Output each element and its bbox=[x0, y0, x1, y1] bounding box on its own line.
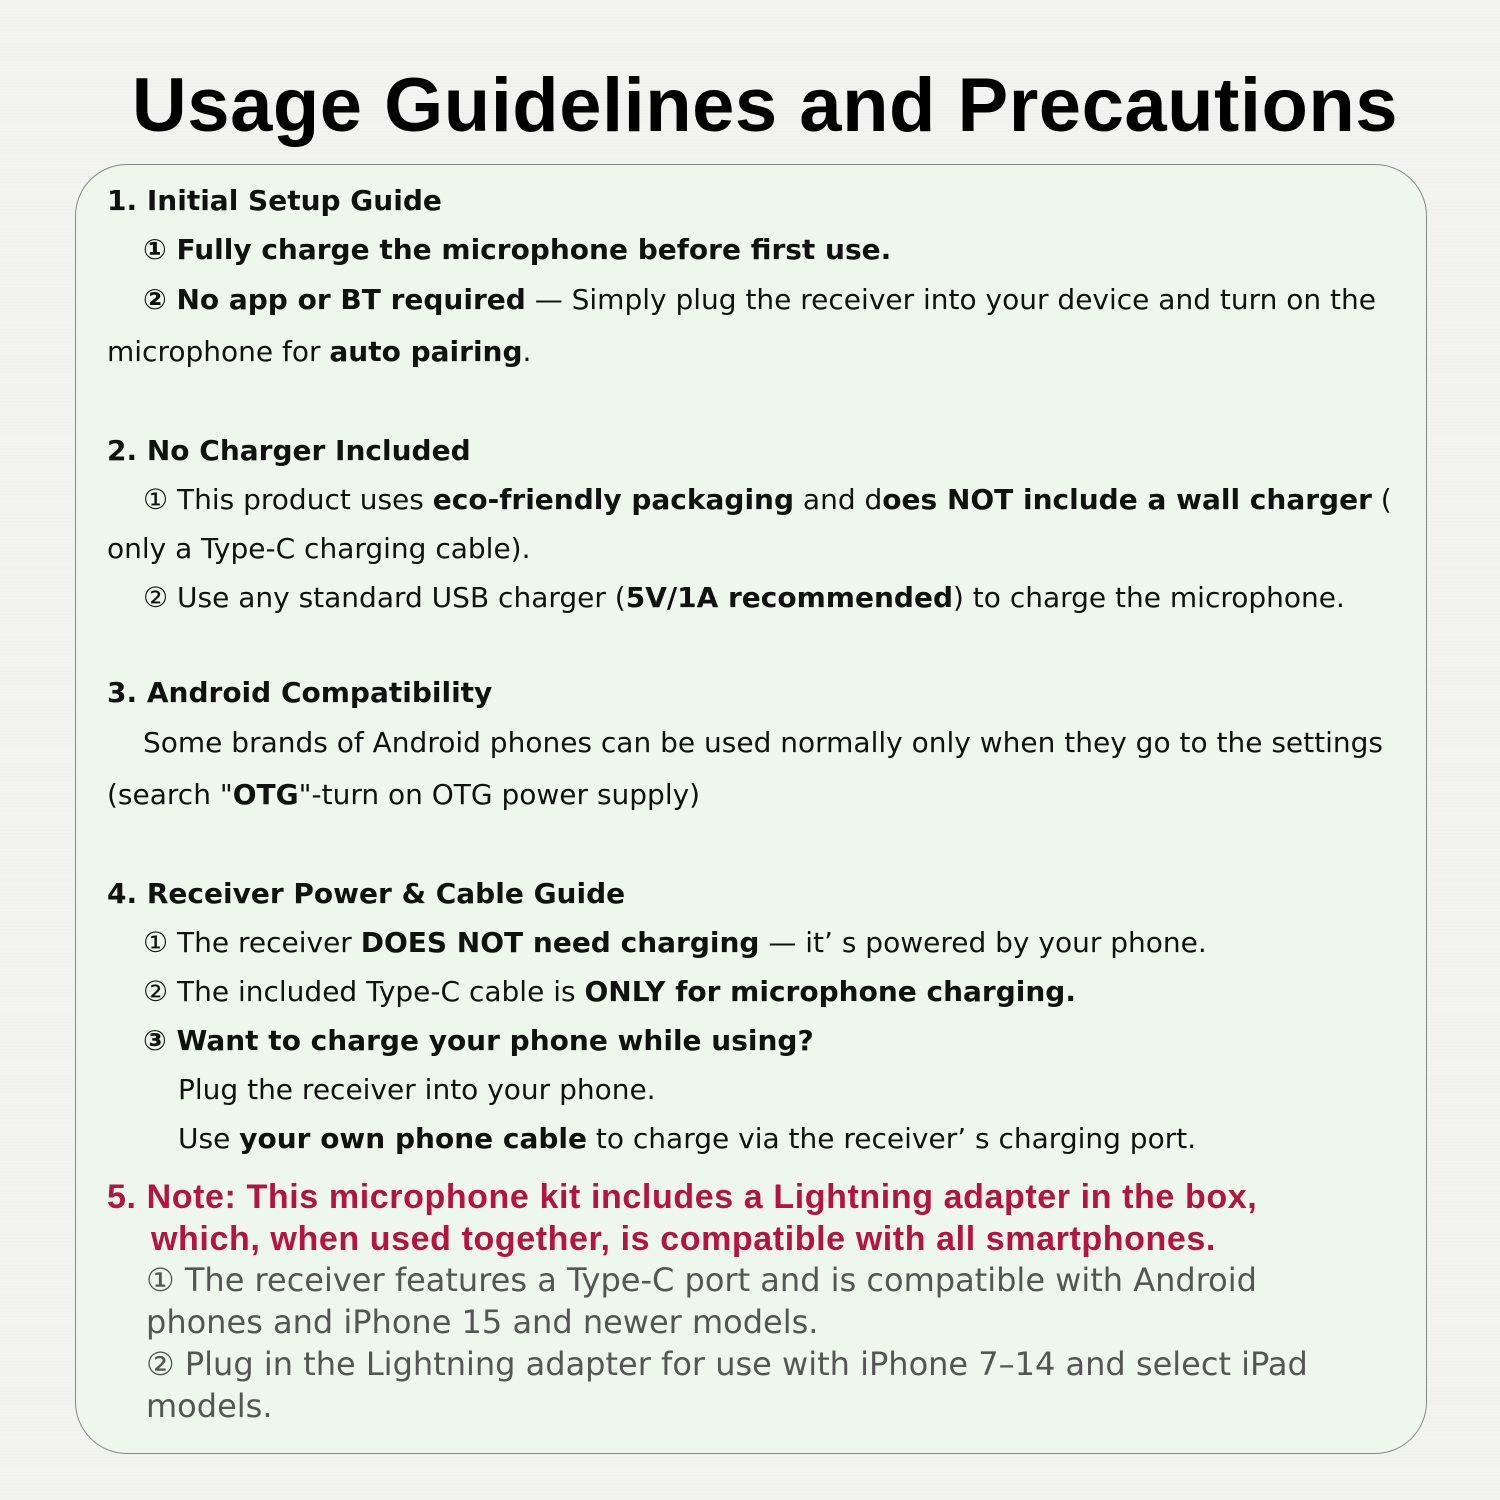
guidelines-content bbox=[107, 176, 1407, 1163]
section-5-heading-line-1: 5. Note: This microphone kit includes a Lightning adapter in the box, bbox=[107, 1178, 1258, 1216]
section-1-item-1: ① Fully charge the microphone before first use. bbox=[143, 233, 892, 266]
section-1-heading: 1. Initial Setup Guide bbox=[107, 184, 442, 217]
section-2-item-1: ① This product uses eco-friendly packaging and does NOT include a wall charger ( bbox=[143, 483, 1392, 516]
section-2-item-2: ② Use any standard USB charger (5V/1A recommended) to charge the microphone. bbox=[143, 581, 1345, 614]
section-2-item-1-cont: only a Type-C charging cable). bbox=[107, 532, 531, 565]
section-2-heading: 2. No Charger Included bbox=[107, 434, 471, 467]
section-5-item-1-line-2: phones and iPhone 15 and newer models. bbox=[146, 1303, 819, 1341]
section-4-item-2: ② The included Type-C cable is ONLY for microphone charging. bbox=[143, 975, 1076, 1008]
section-1-item-2: ② No app or BT required — Simply plug the receiver into your device and turn on the bbox=[143, 283, 1376, 316]
section-4-item-3-line-2: Use your own phone cable to charge via the receiver’ s charging port. bbox=[178, 1122, 1197, 1155]
section-3-text-2: (search "OTG"-turn on OTG power supply) bbox=[107, 778, 701, 811]
section-4-heading: 4. Receiver Power & Cable Guide bbox=[107, 877, 626, 910]
section-1-item-2-cont: microphone for auto pairing. bbox=[107, 335, 532, 368]
section-5-note bbox=[107, 1176, 1407, 1260]
section-4-item-3: ③ Want to charge your phone while using? bbox=[143, 1024, 814, 1057]
section-5-heading-line-2: which, when used together, is compatible with all smartphones. bbox=[151, 1220, 1216, 1258]
page-title: Usage Guidelines and Precautions bbox=[131, 63, 1399, 148]
section-4-item-3-line-1: Plug the receiver into your phone. bbox=[178, 1073, 656, 1106]
section-4-item-1: ① The receiver DOES NOT need charging — it’ s powered by your phone. bbox=[143, 926, 1207, 959]
section-5-item-1-line-1: ① The receiver features a Type-C port and is compatible with Android bbox=[146, 1261, 1257, 1299]
section-5-items bbox=[146, 1259, 1406, 1427]
section-5-item-2-line-2: models. bbox=[146, 1387, 273, 1425]
section-3-text-1: Some brands of Android phones can be used normally only when they go to the settings bbox=[143, 726, 1383, 759]
section-3-heading: 3. Android Compatibility bbox=[107, 676, 493, 709]
section-5-item-2-line-1: ② Plug in the Lightning adapter for use with iPhone 7–14 and select iPad bbox=[146, 1345, 1308, 1383]
